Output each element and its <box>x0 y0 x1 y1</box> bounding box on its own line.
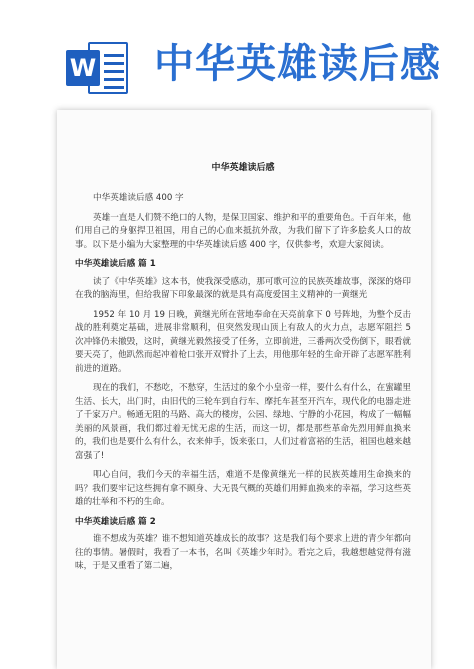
paragraph: 英雄一直是人们赞不绝口的人物，是保卫国家、维护和平的重要角色。千百年来，他们用自己的身躯捍卫祖国，用自己的心血来抵抗外敌，为我们留下了许多脍炙人口的故事。以下是小编为大家整理的中华英雄读后感 400 字，仅供参考，欢迎大家阅读。 <box>75 212 411 250</box>
section-heading: 中华英雄读后感 篇 2 <box>75 516 156 527</box>
document-body <box>75 162 411 580</box>
document-title: 中华英雄读后感 <box>211 163 275 173</box>
document-page <box>57 110 431 669</box>
banner-title: 中华英雄读后感 <box>154 41 441 87</box>
word-letter-tile: W <box>66 50 100 86</box>
banner <box>0 0 474 110</box>
paragraph: 谁不想成为英雄？谁不想知道英雄成长的故事？这是我们每个要求上进的青少年都向往的事情。暑假时，我看了一本书，名叫《英雄少年时》。看完之后，我越想越觉得有滋味，于是又重看了第二遍， <box>75 534 411 571</box>
paragraph: 中华英雄读后感 400 字 <box>93 193 184 203</box>
paragraph: 现在的我们，不愁吃，不愁穿，生活过的象个小皇帝一样，要什么有什么，在蜜罐里生活、长大，出门时，由旧代的三轮车到自行车、摩托车甚至开汽车，现代化的电器走进了千家万户。畅通无阻的马路、高大的楼房，公园、绿地、宁静的小花园，构成了一幅幅美丽的风景画，我们都过着无忧无虑的生活，而这一切，都是那些革命先烈用鲜血换来的，我们也是要什么有什么，衣来伸手，饭来张口，人们过着富裕的生活，祖国也越来越富强了! <box>75 383 411 461</box>
paragraph: 叩心自问，我们今天的幸福生活，难道不是像黄继光一样的民族英雄用生命换来的吗？我们要牢记这些拥有拿不顾身、大无畏气概的英雄们用鲜血换来的幸福，学习这些英雄的壮举和不朽的生命。 <box>75 470 411 507</box>
section-heading: 中华英雄读后感 篇 1 <box>75 259 156 269</box>
word-document-icon <box>66 38 130 98</box>
paragraph: 读了《中华英雄》这本书，使我深受感动，那可歌可泣的民族英雄故事，深深的烙印在我的脑海里，但给我留下印象最深的就是具有高度爱国主义精神的一黄继光 <box>75 276 411 300</box>
paragraph: 1952 年 10 月 19 日晚，黄继光所在营地奉命在天亮前拿下 0 号阵地，为整个反击战的胜利奠定基础，进展非常顺利，但突然发现山顶上有敌人的火力点，志愿军阻拦 5 次冲锋仍未撤毁，这时，黄继光毅然接受了任务，立即前进，三番两次受伤倒下，眼看就要天亮了，他趴然而起冲着枪口张开双臂扑了上去，用他那年轻的生命开辟了志愿军胜利前进的道路。 <box>75 309 411 374</box>
